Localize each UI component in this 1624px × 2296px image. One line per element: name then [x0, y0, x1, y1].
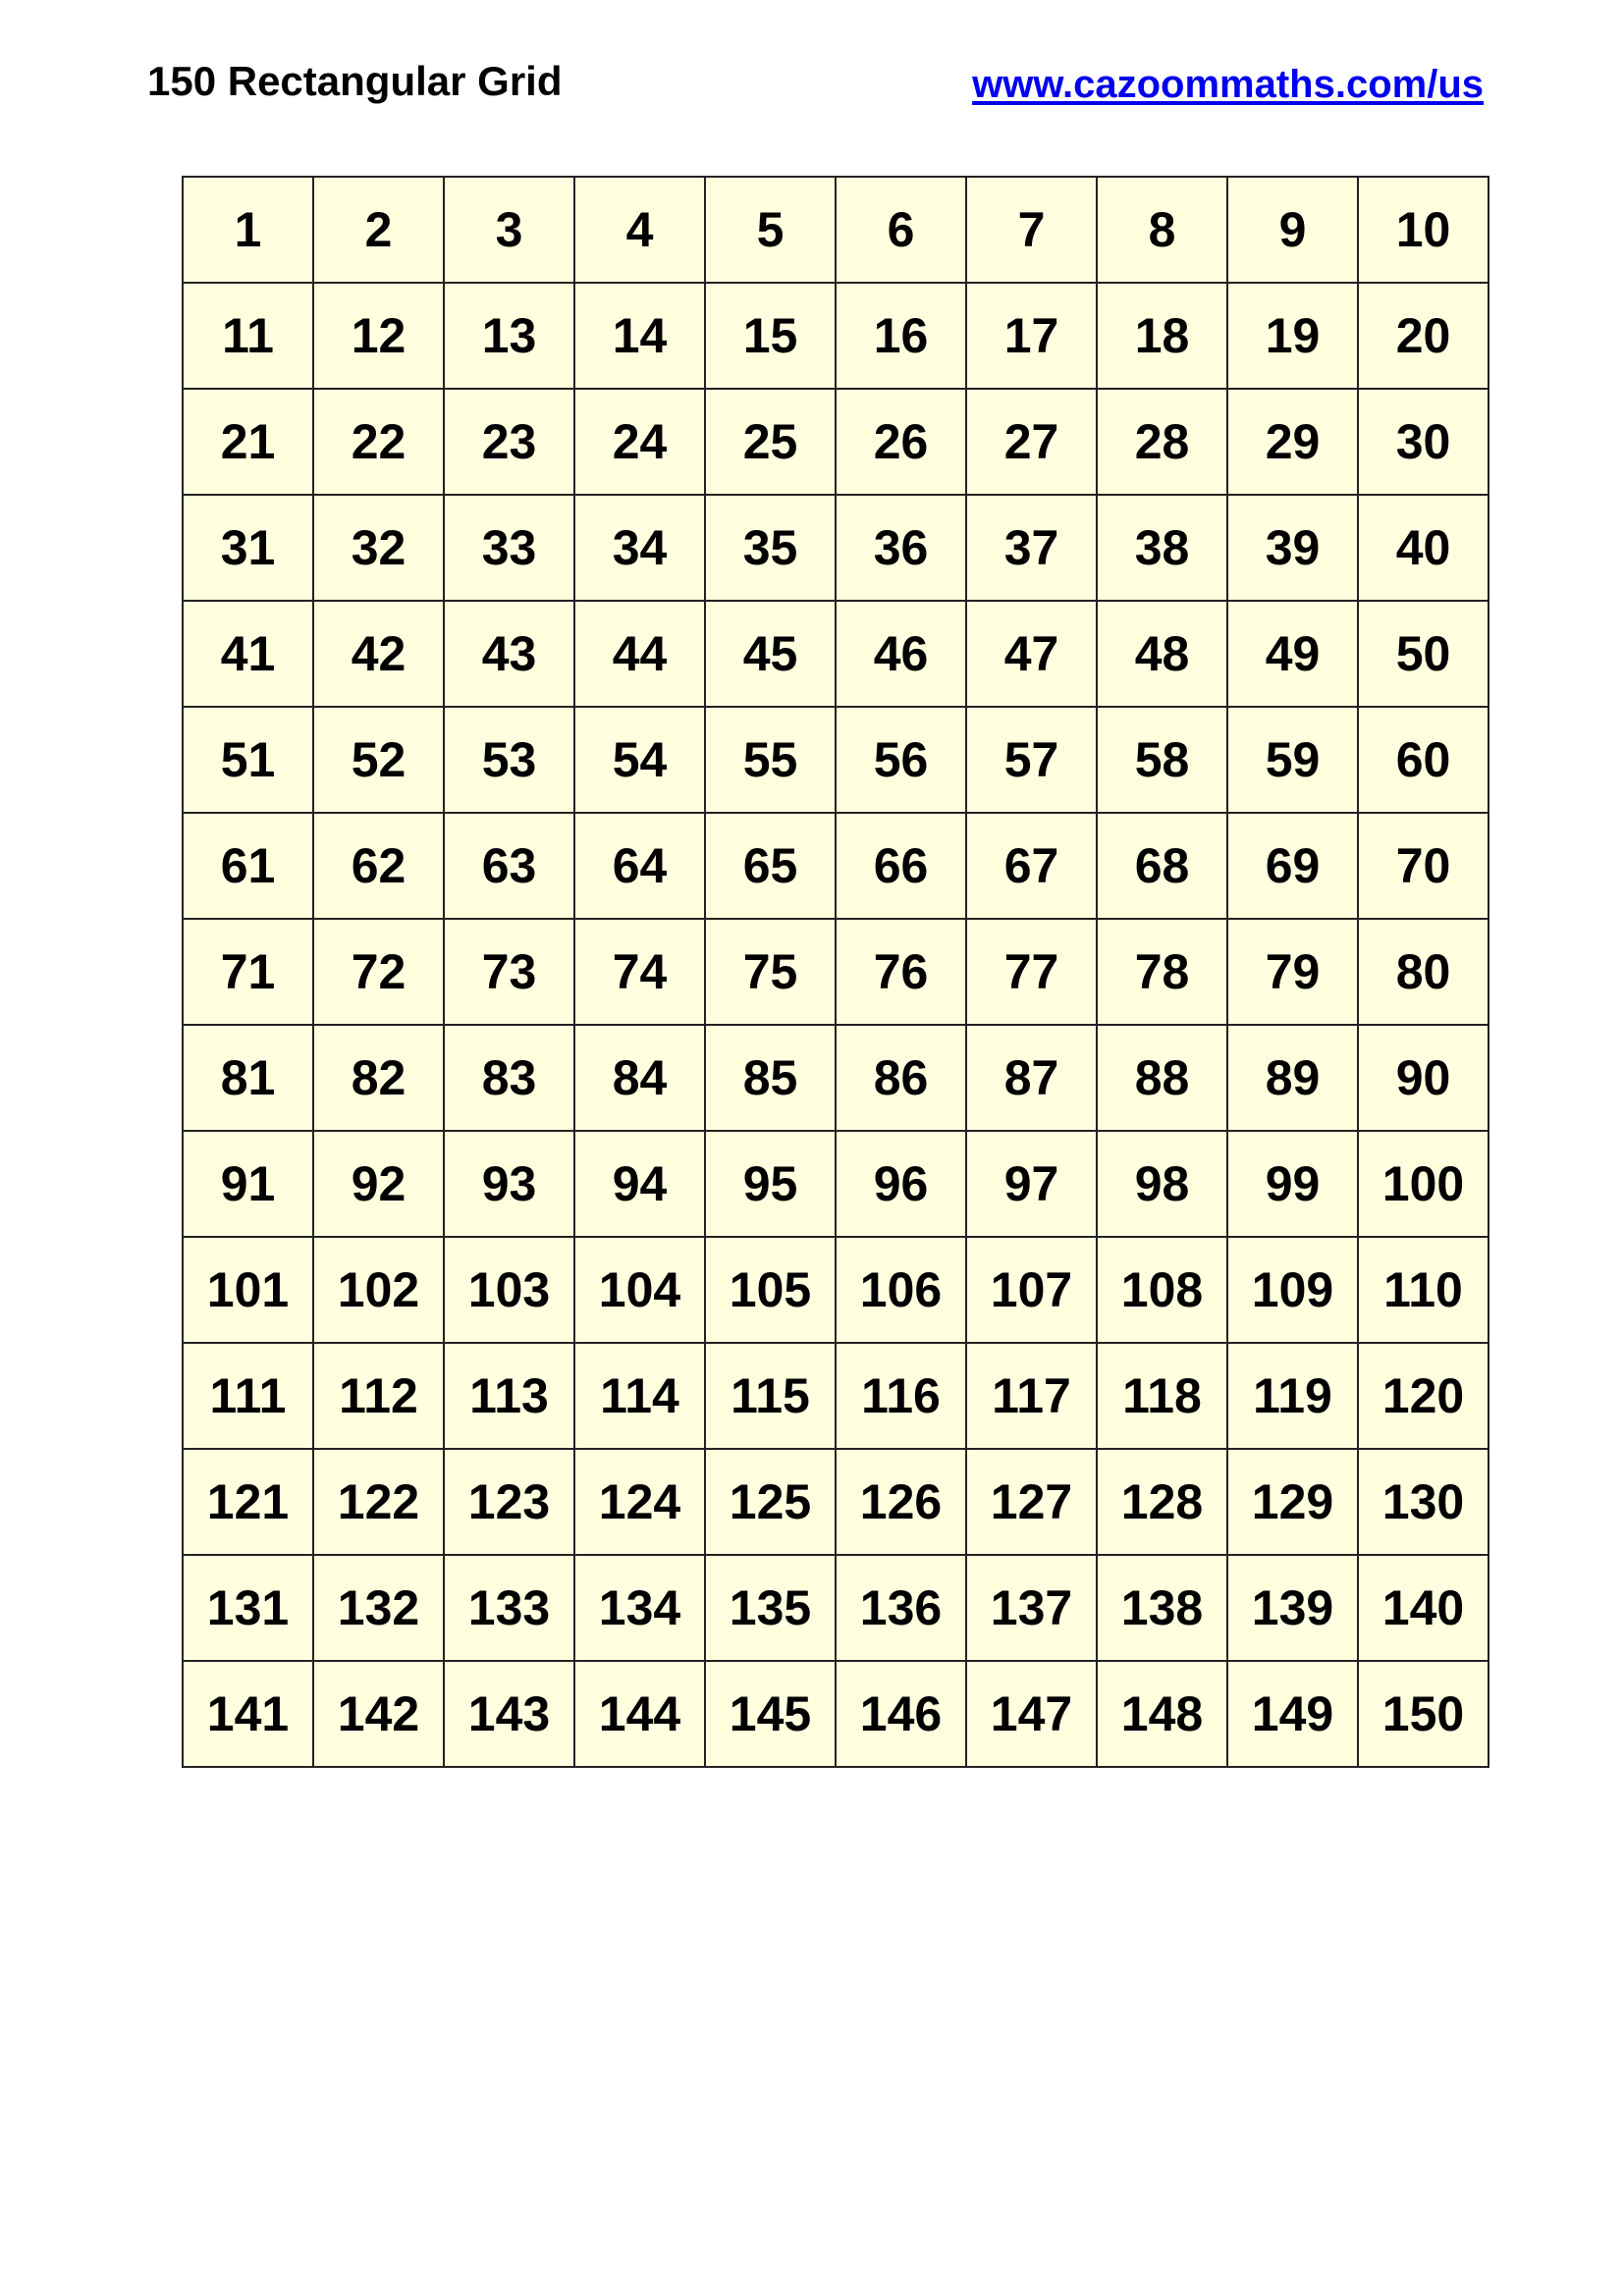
- grid-cell: 133: [444, 1555, 574, 1661]
- grid-cell: 123: [444, 1449, 574, 1555]
- grid-cell: 106: [836, 1237, 966, 1343]
- grid-cell: 84: [574, 1025, 705, 1131]
- grid-cell: 96: [836, 1131, 966, 1237]
- grid-cell: 20: [1358, 283, 1489, 389]
- grid-cell: 39: [1227, 495, 1358, 601]
- grid-cell: 76: [836, 919, 966, 1025]
- grid-cell: 48: [1097, 601, 1227, 707]
- number-grid: [182, 176, 1489, 1768]
- grid-cell: 58: [1097, 707, 1227, 813]
- grid-cell: 9: [1227, 177, 1358, 283]
- grid-cell: 140: [1358, 1555, 1489, 1661]
- grid-cell: 73: [444, 919, 574, 1025]
- grid-cell: 37: [966, 495, 1097, 601]
- grid-cell: 13: [444, 283, 574, 389]
- grid-cell: 144: [574, 1661, 705, 1767]
- grid-cell: 24: [574, 389, 705, 495]
- grid-cell: 32: [313, 495, 444, 601]
- grid-row: [183, 601, 1489, 707]
- number-grid-body: [183, 177, 1489, 1767]
- grid-cell: 38: [1097, 495, 1227, 601]
- grid-row: [183, 495, 1489, 601]
- grid-row: [183, 1025, 1489, 1131]
- grid-cell: 43: [444, 601, 574, 707]
- grid-cell: 99: [1227, 1131, 1358, 1237]
- grid-cell: 110: [1358, 1237, 1489, 1343]
- page-header: [0, 0, 1624, 128]
- grid-cell: 42: [313, 601, 444, 707]
- grid-cell: 150: [1358, 1661, 1489, 1767]
- grid-cell: 22: [313, 389, 444, 495]
- grid-cell: 148: [1097, 1661, 1227, 1767]
- grid-cell: 107: [966, 1237, 1097, 1343]
- grid-cell: 77: [966, 919, 1097, 1025]
- grid-cell: 33: [444, 495, 574, 601]
- grid-cell: 61: [183, 813, 313, 919]
- grid-cell: 94: [574, 1131, 705, 1237]
- grid-cell: 79: [1227, 919, 1358, 1025]
- grid-cell: 132: [313, 1555, 444, 1661]
- grid-cell: 145: [705, 1661, 836, 1767]
- grid-cell: 4: [574, 177, 705, 283]
- grid-row: [183, 1237, 1489, 1343]
- grid-cell: 128: [1097, 1449, 1227, 1555]
- grid-cell: 136: [836, 1555, 966, 1661]
- grid-cell: 11: [183, 283, 313, 389]
- grid-cell: 109: [1227, 1237, 1358, 1343]
- grid-cell: 104: [574, 1237, 705, 1343]
- grid-cell: 6: [836, 177, 966, 283]
- grid-cell: 47: [966, 601, 1097, 707]
- grid-cell: 19: [1227, 283, 1358, 389]
- grid-cell: 55: [705, 707, 836, 813]
- grid-cell: 126: [836, 1449, 966, 1555]
- grid-cell: 119: [1227, 1343, 1358, 1449]
- grid-cell: 68: [1097, 813, 1227, 919]
- grid-cell: 69: [1227, 813, 1358, 919]
- grid-cell: 98: [1097, 1131, 1227, 1237]
- grid-cell: 14: [574, 283, 705, 389]
- grid-cell: 141: [183, 1661, 313, 1767]
- grid-row: [183, 1449, 1489, 1555]
- grid-cell: 64: [574, 813, 705, 919]
- grid-cell: 72: [313, 919, 444, 1025]
- grid-cell: 121: [183, 1449, 313, 1555]
- grid-cell: 59: [1227, 707, 1358, 813]
- grid-cell: 62: [313, 813, 444, 919]
- grid-cell: 122: [313, 1449, 444, 1555]
- grid-cell: 40: [1358, 495, 1489, 601]
- grid-cell: 82: [313, 1025, 444, 1131]
- grid-row: [183, 1131, 1489, 1237]
- grid-cell: 100: [1358, 1131, 1489, 1237]
- grid-cell: 23: [444, 389, 574, 495]
- grid-cell: 135: [705, 1555, 836, 1661]
- grid-cell: 71: [183, 919, 313, 1025]
- grid-cell: 124: [574, 1449, 705, 1555]
- grid-cell: 92: [313, 1131, 444, 1237]
- grid-row: [183, 919, 1489, 1025]
- grid-cell: 147: [966, 1661, 1097, 1767]
- grid-cell: 44: [574, 601, 705, 707]
- grid-cell: 114: [574, 1343, 705, 1449]
- grid-cell: 143: [444, 1661, 574, 1767]
- grid-cell: 7: [966, 177, 1097, 283]
- grid-cell: 29: [1227, 389, 1358, 495]
- grid-cell: 27: [966, 389, 1097, 495]
- grid-cell: 74: [574, 919, 705, 1025]
- grid-cell: 30: [1358, 389, 1489, 495]
- grid-cell: 112: [313, 1343, 444, 1449]
- grid-row: [183, 177, 1489, 283]
- grid-cell: 67: [966, 813, 1097, 919]
- grid-cell: 125: [705, 1449, 836, 1555]
- grid-cell: 130: [1358, 1449, 1489, 1555]
- grid-cell: 149: [1227, 1661, 1358, 1767]
- grid-cell: 75: [705, 919, 836, 1025]
- grid-cell: 91: [183, 1131, 313, 1237]
- grid-cell: 66: [836, 813, 966, 919]
- grid-cell: 28: [1097, 389, 1227, 495]
- grid-cell: 146: [836, 1661, 966, 1767]
- grid-cell: 70: [1358, 813, 1489, 919]
- grid-cell: 36: [836, 495, 966, 601]
- grid-cell: 41: [183, 601, 313, 707]
- grid-cell: 3: [444, 177, 574, 283]
- grid-cell: 88: [1097, 1025, 1227, 1131]
- grid-cell: 57: [966, 707, 1097, 813]
- grid-cell: 113: [444, 1343, 574, 1449]
- grid-row: [183, 1555, 1489, 1661]
- grid-cell: 134: [574, 1555, 705, 1661]
- website-link[interactable]: www.cazoommaths.com/us: [972, 63, 1484, 106]
- grid-cell: 116: [836, 1343, 966, 1449]
- grid-cell: 35: [705, 495, 836, 601]
- grid-cell: 18: [1097, 283, 1227, 389]
- grid-cell: 21: [183, 389, 313, 495]
- grid-cell: 139: [1227, 1555, 1358, 1661]
- grid-cell: 52: [313, 707, 444, 813]
- grid-cell: 95: [705, 1131, 836, 1237]
- grid-cell: 81: [183, 1025, 313, 1131]
- grid-cell: 65: [705, 813, 836, 919]
- grid-cell: 111: [183, 1343, 313, 1449]
- grid-cell: 16: [836, 283, 966, 389]
- grid-cell: 117: [966, 1343, 1097, 1449]
- grid-row: [183, 1343, 1489, 1449]
- grid-cell: 129: [1227, 1449, 1358, 1555]
- grid-cell: 105: [705, 1237, 836, 1343]
- grid-cell: 120: [1358, 1343, 1489, 1449]
- grid-cell: 78: [1097, 919, 1227, 1025]
- grid-row: [183, 1661, 1489, 1767]
- grid-cell: 5: [705, 177, 836, 283]
- grid-cell: 12: [313, 283, 444, 389]
- grid-cell: 102: [313, 1237, 444, 1343]
- grid-cell: 118: [1097, 1343, 1227, 1449]
- grid-cell: 2: [313, 177, 444, 283]
- grid-row: [183, 813, 1489, 919]
- grid-cell: 34: [574, 495, 705, 601]
- grid-cell: 1: [183, 177, 313, 283]
- grid-row: [183, 389, 1489, 495]
- grid-cell: 25: [705, 389, 836, 495]
- grid-row: [183, 707, 1489, 813]
- page-title: 150 Rectangular Grid: [147, 58, 563, 104]
- grid-cell: 85: [705, 1025, 836, 1131]
- grid-cell: 26: [836, 389, 966, 495]
- grid-cell: 54: [574, 707, 705, 813]
- grid-cell: 15: [705, 283, 836, 389]
- grid-cell: 83: [444, 1025, 574, 1131]
- grid-cell: 51: [183, 707, 313, 813]
- grid-cell: 46: [836, 601, 966, 707]
- grid-cell: 127: [966, 1449, 1097, 1555]
- grid-cell: 138: [1097, 1555, 1227, 1661]
- grid-cell: 90: [1358, 1025, 1489, 1131]
- grid-cell: 101: [183, 1237, 313, 1343]
- grid-cell: 97: [966, 1131, 1097, 1237]
- grid-cell: 31: [183, 495, 313, 601]
- grid-cell: 45: [705, 601, 836, 707]
- grid-cell: 89: [1227, 1025, 1358, 1131]
- grid-cell: 80: [1358, 919, 1489, 1025]
- grid-cell: 60: [1358, 707, 1489, 813]
- grid-cell: 53: [444, 707, 574, 813]
- grid-cell: 8: [1097, 177, 1227, 283]
- grid-cell: 87: [966, 1025, 1097, 1131]
- grid-cell: 137: [966, 1555, 1097, 1661]
- grid-cell: 86: [836, 1025, 966, 1131]
- grid-cell: 63: [444, 813, 574, 919]
- grid-row: [183, 283, 1489, 389]
- grid-cell: 131: [183, 1555, 313, 1661]
- grid-cell: 17: [966, 283, 1097, 389]
- grid-cell: 103: [444, 1237, 574, 1343]
- grid-cell: 10: [1358, 177, 1489, 283]
- grid-cell: 50: [1358, 601, 1489, 707]
- number-grid-container: [182, 176, 1489, 1768]
- grid-cell: 93: [444, 1131, 574, 1237]
- grid-cell: 108: [1097, 1237, 1227, 1343]
- grid-cell: 49: [1227, 601, 1358, 707]
- grid-cell: 56: [836, 707, 966, 813]
- grid-cell: 142: [313, 1661, 444, 1767]
- grid-cell: 115: [705, 1343, 836, 1449]
